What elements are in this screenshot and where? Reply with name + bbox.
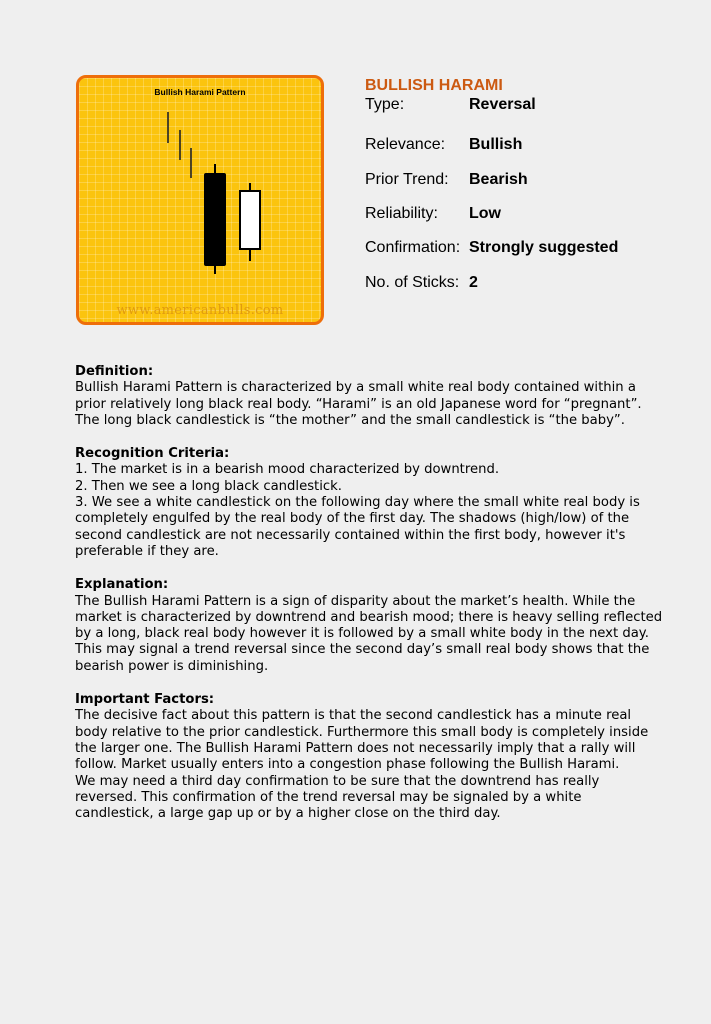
definition-section [75,364,675,429]
description-content [75,364,675,839]
explanation-section [75,577,675,675]
text-line: preferable if they are. [75,543,219,559]
info-value: 2 [469,274,478,291]
text-line: Bullish Harami Pattern is characterized by a small white real body contained within a [75,380,636,396]
watermark: www.americanbulls.com [116,303,284,318]
info-label: Type: [365,96,405,113]
text-line: 2. Then we see a long black candlestick. [75,478,342,494]
info-value: Bullish [469,136,523,153]
text-line: The decisive fact about this pattern is that the second candlestick has a minute real [75,708,632,724]
text-line: bearish power is diminishing. [75,658,269,674]
info-label: No. of Sticks: [365,274,460,291]
recognition-section [75,446,675,560]
text-line: candlestick, a large gap up or by a higher close on the third day. [75,806,501,822]
info-label: Confirmation: [365,239,461,256]
section-heading: Definition: [75,364,154,379]
text-line: 1. The market is in a bearish mood characterized by downtrend. [75,462,500,478]
info-label: Prior Trend: [365,171,449,188]
text-line: prior relatively long black real body. “Harami” is an old Japanese word for “pregnant”. [75,396,642,412]
info-value: Reversal [469,96,536,113]
pattern-name: BULLISH HARAMI [365,77,503,94]
text-line: The long black candlestick is “the mother” and the small candlestick is “the baby”. [75,412,625,428]
section-heading: Explanation: [75,577,169,593]
factors-section [75,692,675,822]
text-line: body relative to the prior candlestick. Furthermore this small body is completely inside [75,724,649,740]
text-line: The Bullish Harami Pattern is a sign of disparity about the market’s health. While the [75,593,636,609]
text-line: second candlestick are not necessarily contained within the first body, however it's [75,527,626,543]
pattern-chart-card [76,75,324,325]
text-line: This may signal a trend reversal since the second day’s small real body shows that the [75,642,650,658]
text-line: 3. We see a white candlestick on the following day where the small white real body is [75,495,640,511]
text-line: market is characterized by downtrend and bearish mood; there is heavy selling reflected [75,609,663,625]
candlestick-diagram [79,78,321,322]
text-line: completely engulfed by the real body of the first day. The shadows (high/low) of the [75,511,630,527]
black-candle-body [204,173,226,266]
chart-title: Bullish Harami Pattern [154,87,246,97]
text-line: reversed. This confirmation of the trend reversal may be signaled by a white [75,789,582,805]
white-candle-body [240,191,260,249]
info-value: Low [469,205,501,222]
pattern-info [365,76,619,291]
info-label: Relevance: [365,136,446,153]
text-line: by a long, black real body however it is followed by a small white body in the next day. [75,626,649,642]
text-line: the larger one. The Bullish Harami Pattern does not necessarily imply that a rally will [75,740,636,756]
text-line: We may need a third day confirmation to be sure that the downtrend has really [75,773,600,789]
section-heading: Recognition Criteria: [75,446,230,462]
text-line: follow. Market usually enters into a congestion phase following the Bullish Harami. [75,757,620,773]
info-value: Strongly suggested [469,239,619,256]
info-value: Bearish [469,171,528,188]
info-label: Reliability: [365,205,438,222]
section-heading: Important Factors: [75,692,215,708]
